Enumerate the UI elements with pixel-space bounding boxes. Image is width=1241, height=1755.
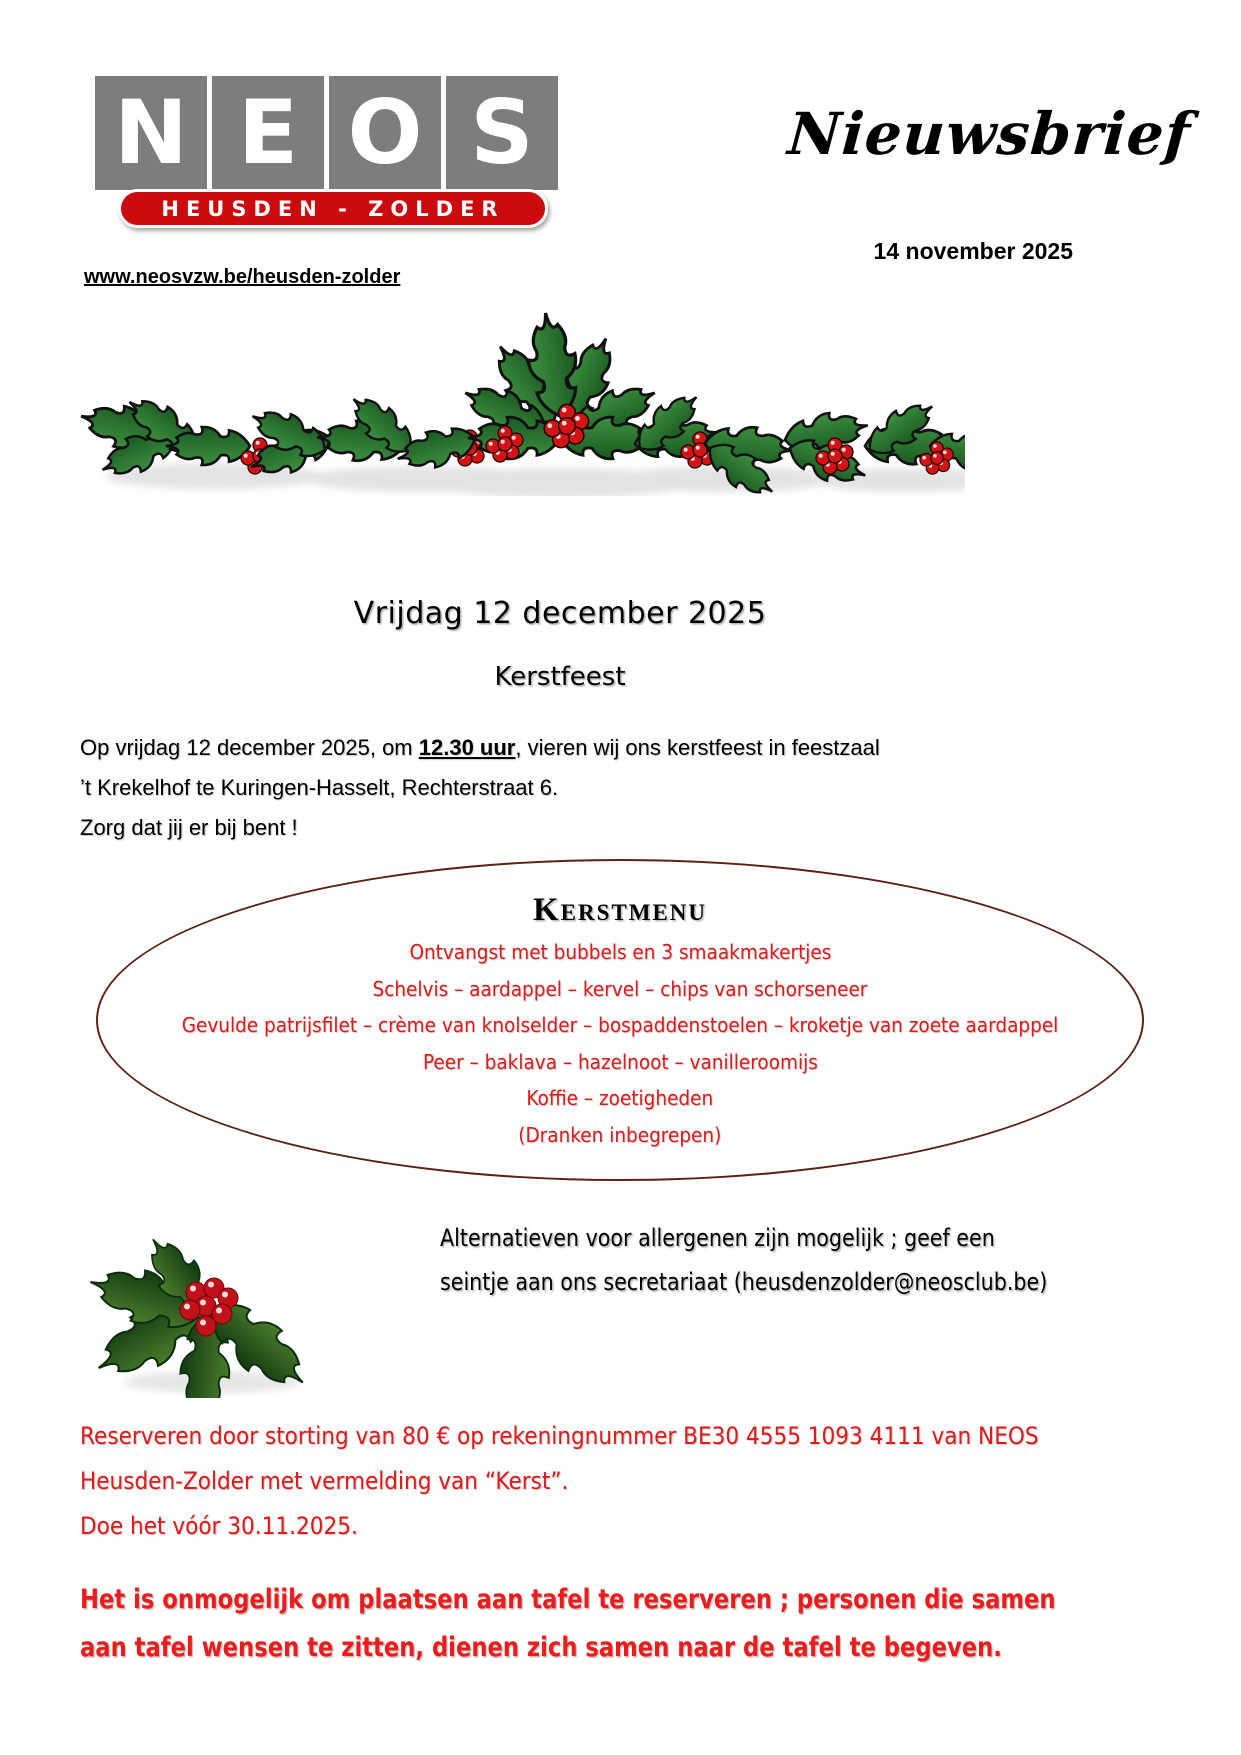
newsletter-title: Nieuwsbrief — [785, 100, 1194, 168]
intro-line-1 — [80, 728, 1080, 768]
menu-item: (Dranken inbegrepen) — [518, 1122, 722, 1147]
neos-logo — [95, 76, 558, 221]
logo-letter-o: O — [329, 76, 441, 190]
logo-letter-n: N — [95, 76, 207, 190]
notice-line-2: aan tafel wensen te zitten, dienen zich samen naar de tafel te begeven. — [80, 1632, 1002, 1663]
logo-banner: HEUSDEN - ZOLDER — [118, 189, 548, 228]
intro-post: , vieren wij ons kerstfeest in feestzaal — [515, 735, 880, 760]
intro-pre: Op vrijdag 12 december 2025, om — [80, 735, 419, 760]
event-date-heading: Vrijdag 12 december 2025 — [353, 596, 767, 631]
holly-garland-illustration — [75, 298, 965, 496]
allergy-note — [440, 1216, 1047, 1304]
menu-item: Ontvangst met bubbels en 3 smaakmakertjes — [409, 940, 831, 964]
allergy-line-1: Alternatieven voor allergenen zijn mogelijk ; geef een — [440, 1224, 995, 1252]
table-seating-notice — [80, 1576, 1056, 1672]
menu-item: Peer – baklava – hazelnoot – vanilleroomijs — [422, 1049, 818, 1074]
reservation-line-3: Doe het vóór 30.11.2025. — [80, 1512, 358, 1540]
event-title-heading: Kerstfeest — [494, 662, 626, 692]
reservation-instructions — [80, 1414, 1039, 1549]
issue-date: 14 november 2025 — [873, 238, 1073, 264]
menu-item: Schelvis – aardappel – kervel – chips van schorseneer — [372, 976, 868, 1001]
menu-item: Gevulde patrijsfilet – crème van knolselder – bospaddenstoelen – kroketje van zoete aardappel — [181, 1013, 1059, 1037]
menu-title: Kerstmenu — [532, 892, 708, 928]
notice-line-1: Het is onmogelijk om plaatsen aan tafel te reserveren ; personen die samen — [80, 1584, 1056, 1615]
intro-line-3: Zorg dat jij er bij bent ! — [80, 815, 298, 840]
intro-paragraph — [80, 728, 1080, 848]
intro-line-2: ’t Krekelhof te Kuringen-Hasselt, Rechterstraat 6. — [80, 775, 559, 800]
reservation-line-1: Reserveren door storting van 80 € op rekeningnummer BE30 4555 1093 4111 van NEOS — [80, 1422, 1039, 1450]
website-link[interactable]: www.neosvzw.be/heusden-zolder — [84, 266, 401, 288]
neos-logo-squares — [95, 76, 558, 190]
christmas-menu-oval — [96, 859, 1144, 1181]
intro-time: 12.30 uur — [418, 735, 516, 760]
logo-letter-e: E — [212, 76, 324, 190]
holly-sprig-photo — [88, 1236, 326, 1398]
reservation-line-2: Heusden-Zolder met vermelding van “Kerst”. — [80, 1467, 569, 1495]
menu-item: Koffie – zoetigheden — [526, 1086, 714, 1110]
logo-letter-s: S — [446, 76, 558, 190]
allergy-line-2: seintje aan ons secretariaat (heusdenzolder@neosclub.be) — [440, 1268, 1048, 1296]
